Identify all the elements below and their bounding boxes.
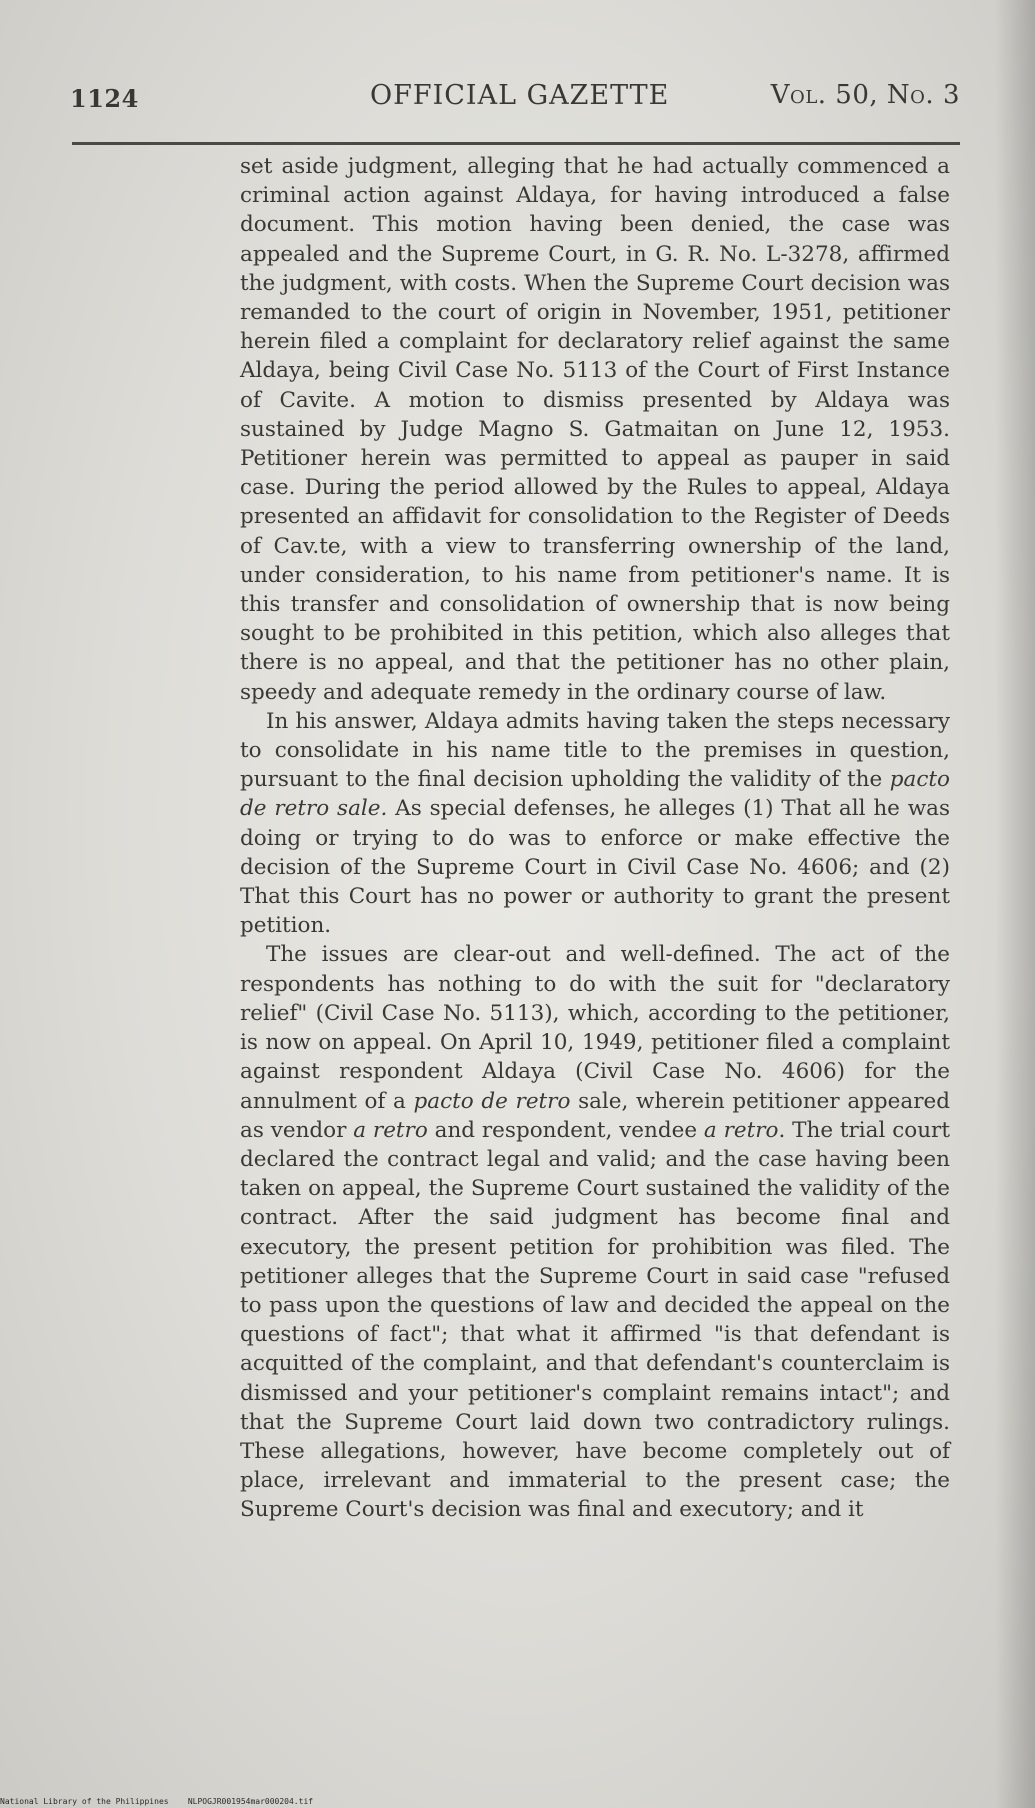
paragraph-text: and respondent, vendee (427, 1117, 704, 1143)
italic-term: pacto de retro sale. (240, 767, 950, 822)
paragraph-issues (240, 940, 950, 1524)
page-header (70, 80, 960, 124)
paragraph-text: sale, wherein petitioner appeared as vendor (240, 1088, 950, 1143)
paragraph-text: As special defenses, he alleges (1) That all he was doing or trying to do was to enforce or make effective the decision of the Supreme Court in Civil Case No. 4606; and (2) That this Court has no power or authority to grant the present petition. (240, 796, 950, 939)
italic-term: a retro (703, 1117, 779, 1143)
italic-term: pacto de retro (413, 1088, 571, 1114)
paragraph-continued (240, 152, 950, 707)
header-rule (72, 142, 960, 145)
body-text (240, 152, 950, 1525)
paragraph-text: The issues are clear-out and well-defined. The act of the respondents has nothing to do with the suit for "declaratory relief" (Civil Case No. 5113), which, according to the petitioner, is now on appeal. On April 10, 1949, petitioner filed a complaint against respondent Aldaya (Civil Case No. 4606) for the annulment of a (240, 942, 950, 1114)
page-number: 1124 (70, 84, 139, 113)
volume-label: Vol. 50, No. 3 (770, 80, 960, 110)
paragraph-text: . The trial court declared the contract legal and valid; and the case having been taken on appeal, the Supreme Court sustained the validity of the contract. After the said judgment has become final and executory, the present petition for prohibition was filed. The petitioner alleges that the Supreme Court in said case "refused to pass upon the questions of law and decided the appeal on the questions of fact"; that what it affirmed "is that defendant is acquitted of the complaint, and that defendant's counterclaim is dismissed and your petitioner's complaint remains intact"; and that the Supreme Court laid down two contradictory rulings. These allegations, however, have become completely out of place, irrelevant and immaterial to the present case; the Supreme Court's decision was final and executory; and it (240, 1117, 950, 1523)
scan-file-id: NLPOGJR001954mar000204.tif (187, 1797, 314, 1806)
journal-title: OFFICIAL GAZETTE (370, 80, 670, 111)
paragraph-answer (240, 707, 950, 941)
page-edge-shadow (995, 0, 1035, 1808)
paragraph-text: In his answer, Aldaya admits having taken the steps necessary to consolidate in his name title to the premises in question, pursuant to the final decision upholding the validity of the (240, 708, 950, 793)
scan-footer (0, 1797, 313, 1806)
paragraph-text: set aside judgment, alleging that he had actually commenced a criminal action against Aldaya, for having introduced a false document. This motion having been denied, the case was appealed and the Supreme Court, in G. R. No. L-3278, affirmed the judgment, with costs. When the Supreme Court decision was remanded to the court of origin in November, 1951, petitioner herein filed a complaint for declaratory relief against the same Aldaya, being Civil Case No. 5113 of the Court of First Instance of Cavite. A motion to dismiss presented by Aldaya was sustained by Judge Magno S. Gatmaitan on June 12, 1953. Petitioner herein was permitted to appeal as pauper in said case. During the period allowed by the Rules to appeal, Aldaya presented an affidavit for consolidation to the Register of Deeds of Cav.te, with a view to transferring ownership of the land, under consideration, to his name from petitioner's name. It is this transfer and consolidation of ownership that is now being sought to be prohibited in this petition, which also alleges that there is no appeal, and that the petitioner has no other plain, speedy and adequate remedy in the ordinary course of law. (240, 154, 950, 705)
italic-term: a retro (353, 1117, 428, 1143)
library-credit: National Library of the Philippines (0, 1797, 169, 1806)
